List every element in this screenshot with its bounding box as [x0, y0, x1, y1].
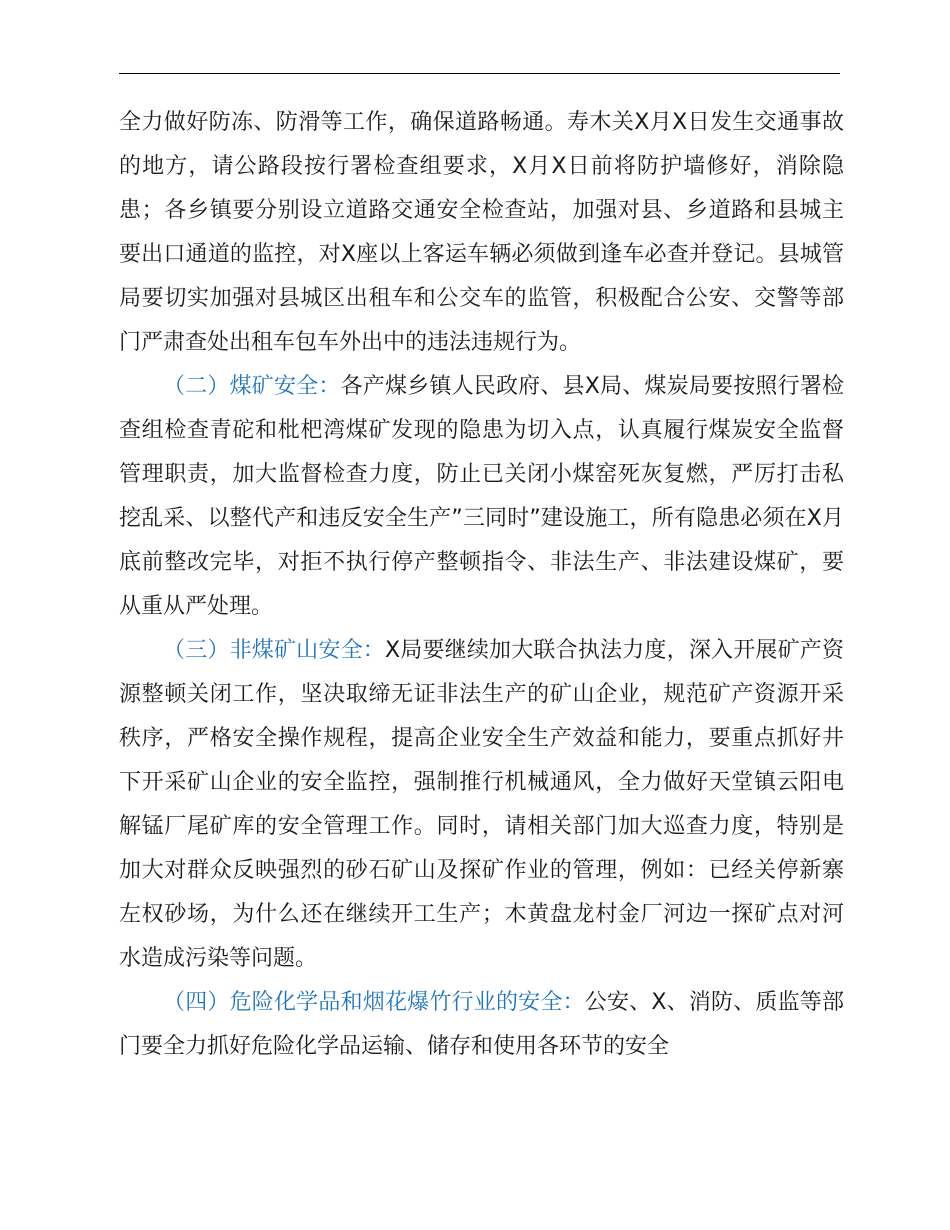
paragraph-text: X局要继续加大联合执法力度，深入开展矿产资源整顿关闭工作，坚决取缔无证非法生产的矿山企业，规范矿产资源开采秩序，严格安全操作规程，提高企业安全生产效益和能力，要重点抓好井下开采矿山企业的安全监控，强制推行机械通风，全力做好天堂镇云阳电解锰厂尾矿库的安全管理工作。同时，请相关部门加大巡查力度，特别是加大对群众反映强烈的砂石矿山及探矿作业的管理，例如：已经关停新寨左权砂场，为什么还在继续开工生产；木黄盘龙村金厂河边一探矿点对河水造成污染等问题。: [119, 638, 844, 971]
paragraph-text: 公安、X、消防、质监等部门要全力抓好危险化学品运输、储存和使用各环节的安全: [119, 990, 844, 1059]
paragraph-text: 全力做好防冻、防滑等工作，确保道路畅通。寿木关X月X日发生交通事故的地方，请公路段按行署检查组要求，X月X日前将防护墙修好，消除隐患；各乡镇要分别设立道路交通安全检查站，加强对县、乡道路和县城主要出口通道的监控，对X座以上客运车辆必须做到逢车必查并登记。县城管局要切实加强对县城区出租车和公交车的监管，积极配合公安、交警等部门严肃查处出租车包车外出中的违法违规行为。: [119, 110, 844, 355]
paragraph-text: 各产煤乡镇人民政府、县X局、煤炭局要按照行署检查组检查青砣和枇杷湾煤矿发现的隐患为切入点，认真履行煤炭安全监督管理职责，加大监督检查力度，防止已关闭小煤窑死灰复燃，严厉打击私挖乱采、以整代产和违反安全生产”三同时”建设施工，所有隐患必须在X月底前整改完毕，对拒不执行停产整顿指令、非法生产、非法建设煤矿，要从重从严处理。: [119, 374, 844, 619]
paragraph-road-traffic: [119, 101, 844, 365]
section-heading: （三）非煤矿山安全：: [163, 638, 385, 663]
section-heading: （二）煤矿安全：: [163, 374, 341, 399]
section-heading: （四）危险化学品和烟花爆竹行业的安全：: [163, 990, 585, 1015]
paragraph-non-coal-mine-safety: [119, 629, 844, 981]
header-rule: [119, 73, 840, 74]
paragraph-coal-mine-safety: [119, 365, 844, 629]
paragraph-hazardous-chemicals-safety: [119, 981, 844, 1069]
document-body: [119, 101, 844, 1069]
